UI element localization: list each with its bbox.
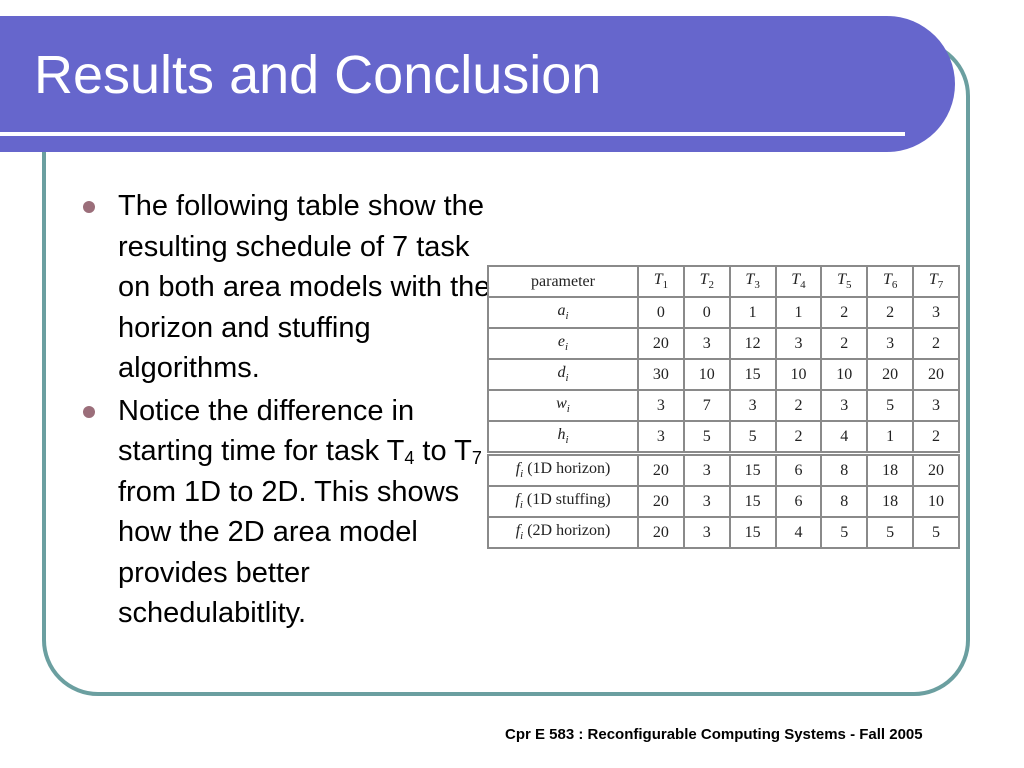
bullet-text-start: Notice the difference in starting time for task T xyxy=(118,394,415,467)
bullet-list xyxy=(80,186,500,636)
task-index: 1 xyxy=(662,279,669,292)
table-cell: 3 xyxy=(821,390,867,421)
task-index: 7 xyxy=(937,279,944,292)
table-cell: 3 xyxy=(867,328,913,359)
table-cell: 5 xyxy=(684,421,730,454)
table-cell: 20 xyxy=(867,359,913,390)
header-task xyxy=(867,266,913,297)
table-cell: 12 xyxy=(730,328,776,359)
bullet-item xyxy=(80,186,500,389)
bullet-dot-icon xyxy=(83,201,95,213)
table-cell: 5 xyxy=(867,390,913,421)
table-cell: 10 xyxy=(821,359,867,390)
table-cell: 20 xyxy=(913,454,959,487)
table-cell: 5 xyxy=(730,421,776,454)
header-task xyxy=(776,266,822,297)
row-parameter xyxy=(488,359,638,390)
table-cell: 5 xyxy=(867,517,913,548)
table-cell: 10 xyxy=(913,486,959,517)
bullet-text-end: from 1D to 2D. This shows how the 2D area model provides better schedulabitlity. xyxy=(118,475,460,629)
table-cell: 3 xyxy=(730,390,776,421)
table-cell: 7 xyxy=(684,390,730,421)
table-cell: 20 xyxy=(913,359,959,390)
bullet-text-mid: to T xyxy=(414,435,472,467)
table-cell: 3 xyxy=(684,486,730,517)
table-cell: 2 xyxy=(867,297,913,328)
param-subscript: i xyxy=(565,372,569,385)
table-row xyxy=(488,454,959,487)
bullet-text: The following table show the resulting schedule of 7 task on both area models with the horizon and stuffing algorithms. xyxy=(118,190,491,384)
header-parameter: parameter xyxy=(488,266,638,297)
header-task xyxy=(684,266,730,297)
table-cell: 2 xyxy=(913,421,959,454)
table-cell: 0 xyxy=(684,297,730,328)
param-symbol: w xyxy=(556,395,567,413)
table-cell: 3 xyxy=(684,517,730,548)
header-task xyxy=(821,266,867,297)
title-underline xyxy=(0,132,905,136)
param-symbol: f xyxy=(515,491,520,509)
task-symbol: T xyxy=(745,271,755,289)
table-cell: 1 xyxy=(776,297,822,328)
table-cell: 2 xyxy=(821,297,867,328)
table-cell: 3 xyxy=(684,454,730,487)
footer-text: Cpr E 583 : Reconfigurable Computing Systems - Fall 2005 xyxy=(505,726,923,743)
param-subscript: i xyxy=(519,499,523,512)
header-task xyxy=(730,266,776,297)
subscript: 7 xyxy=(471,448,482,468)
table-row xyxy=(488,517,959,548)
table-cell: 0 xyxy=(638,297,684,328)
table-cell: 15 xyxy=(730,359,776,390)
table-cell: 1 xyxy=(730,297,776,328)
task-symbol: T xyxy=(699,271,709,289)
bullet-dot-icon xyxy=(83,406,95,418)
table-cell: 6 xyxy=(776,454,822,487)
table-cell: 2 xyxy=(776,421,822,454)
table-cell: 20 xyxy=(638,486,684,517)
param-subscript: i xyxy=(520,530,524,543)
task-symbol: T xyxy=(928,271,938,289)
table-cell: 8 xyxy=(821,454,867,487)
table-row xyxy=(488,328,959,359)
task-index: 5 xyxy=(846,279,852,292)
table-cell: 20 xyxy=(638,454,684,487)
table-cell: 10 xyxy=(776,359,822,390)
table-cell: 6 xyxy=(776,486,822,517)
param-symbol: f xyxy=(515,522,521,540)
task-symbol: T xyxy=(653,271,663,289)
task-index: 4 xyxy=(800,279,806,292)
table-row xyxy=(488,421,959,454)
param-subscript: i xyxy=(565,341,569,354)
table-cell: 3 xyxy=(684,328,730,359)
param-suffix: (1D stuffing) xyxy=(522,491,611,509)
task-symbol: T xyxy=(882,271,892,289)
task-index: 2 xyxy=(708,279,714,292)
table-cell: 8 xyxy=(821,486,867,517)
table-row xyxy=(488,359,959,390)
row-parameter xyxy=(488,517,638,548)
task-symbol: T xyxy=(791,271,801,289)
param-subscript: i xyxy=(566,403,570,416)
table-header-row xyxy=(488,266,959,297)
table-cell: 20 xyxy=(638,328,684,359)
table-cell: 2 xyxy=(821,328,867,359)
slide-title: Results and Conclusion xyxy=(34,45,602,105)
table-cell: 10 xyxy=(684,359,730,390)
table-cell: 3 xyxy=(638,421,684,454)
param-symbol: f xyxy=(515,460,521,478)
table-cell: 4 xyxy=(821,421,867,454)
table-cell: 5 xyxy=(913,517,959,548)
table-body xyxy=(488,297,959,548)
table-cell: 3 xyxy=(638,390,684,421)
table-cell: 15 xyxy=(730,517,776,548)
row-parameter xyxy=(488,328,638,359)
table-cell: 5 xyxy=(821,517,867,548)
table-cell: 15 xyxy=(730,454,776,487)
row-parameter xyxy=(488,421,638,454)
param-symbol: a xyxy=(557,302,566,320)
table-cell: 30 xyxy=(638,359,684,390)
param-subscript: i xyxy=(565,310,569,323)
subscript: 4 xyxy=(404,448,415,468)
param-symbol: d xyxy=(557,364,566,382)
table-cell: 18 xyxy=(867,486,913,517)
table-cell: 4 xyxy=(776,517,822,548)
table-cell: 3 xyxy=(776,328,822,359)
param-subscript: i xyxy=(565,434,569,447)
table-row xyxy=(488,297,959,328)
row-parameter xyxy=(488,486,638,517)
row-parameter xyxy=(488,454,638,487)
header-task xyxy=(913,266,959,297)
param-subscript: i xyxy=(520,468,524,481)
task-symbol: T xyxy=(837,271,846,289)
schedule-table xyxy=(487,265,960,549)
row-parameter xyxy=(488,390,638,421)
table-cell: 2 xyxy=(776,390,822,421)
task-index: 3 xyxy=(754,279,760,292)
table-row xyxy=(488,390,959,421)
table-cell: 2 xyxy=(913,328,959,359)
table-cell: 20 xyxy=(638,517,684,548)
task-index: 6 xyxy=(891,279,898,292)
header-task xyxy=(638,266,684,297)
table-cell: 3 xyxy=(913,297,959,328)
table-cell: 1 xyxy=(867,421,913,454)
param-symbol: h xyxy=(557,426,566,444)
param-suffix: (2D horizon) xyxy=(523,522,611,540)
bullet-item xyxy=(80,391,500,634)
row-parameter xyxy=(488,297,638,328)
table-row xyxy=(488,486,959,517)
param-suffix: (1D horizon) xyxy=(523,460,611,478)
table-cell: 18 xyxy=(867,454,913,487)
table-cell: 15 xyxy=(730,486,776,517)
table-cell: 3 xyxy=(913,390,959,421)
param-symbol: e xyxy=(557,333,566,351)
